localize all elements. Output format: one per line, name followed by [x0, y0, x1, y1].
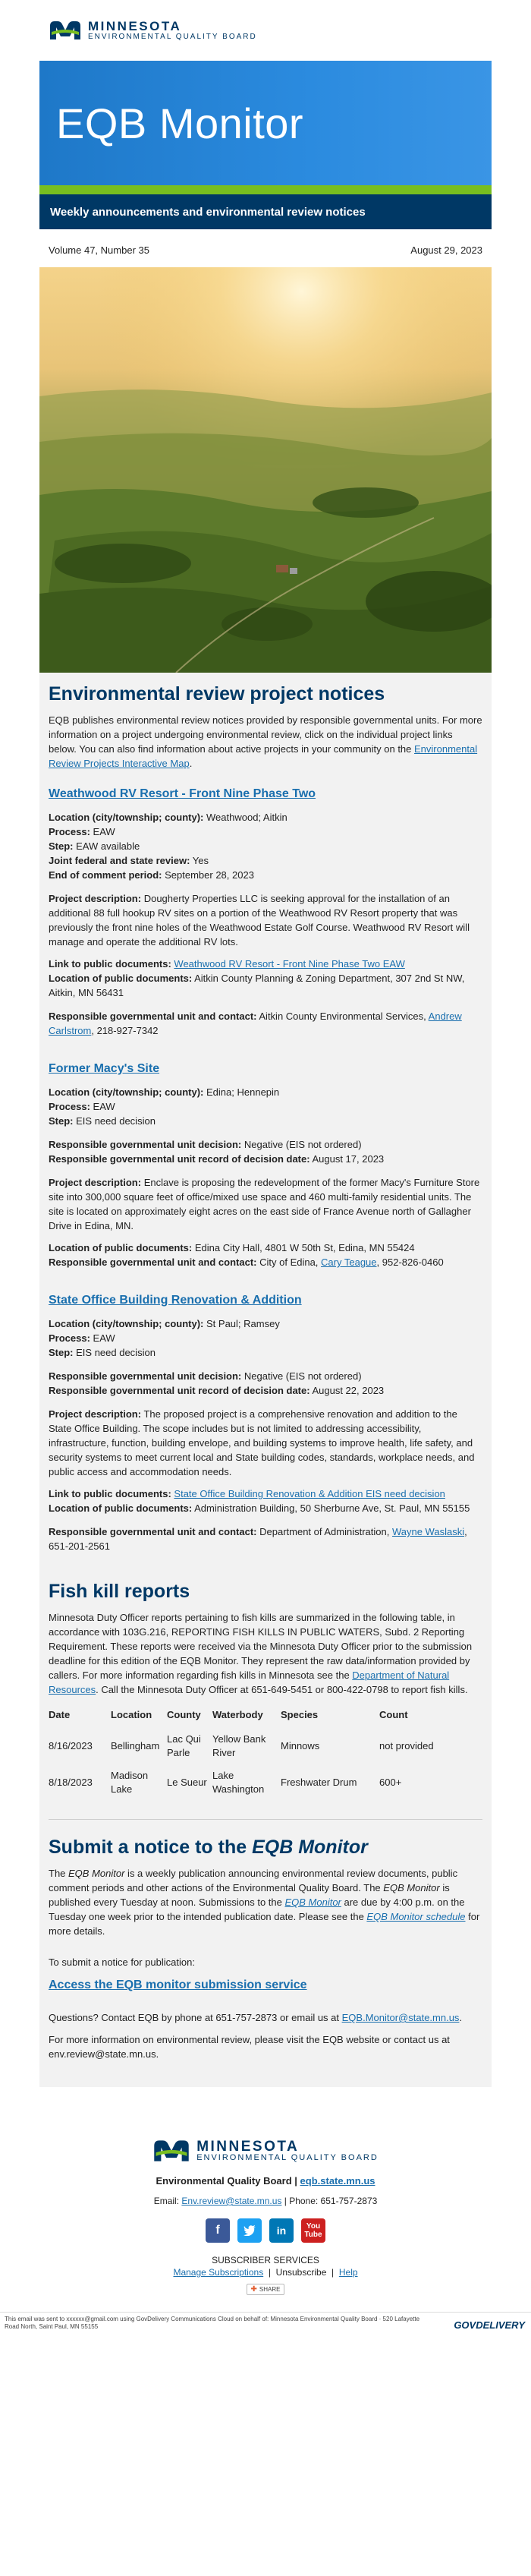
fish-kill-table	[49, 1704, 482, 1801]
fish-kill-heading: Fish kill reports	[49, 1581, 190, 1602]
footer-site-link[interactable]: eqb.state.mn.us	[300, 2175, 375, 2187]
t: is published every Tuesday at noon. Submissions to the	[49, 1882, 450, 1908]
loc-docs-label: Location of public documents:	[49, 973, 193, 984]
col-waterbody: Waterbody	[212, 1709, 263, 1720]
rgu-phone: , 952-826-0460	[376, 1256, 444, 1268]
process-value: EAW	[93, 826, 115, 837]
rgu-value: Department of Administration,	[259, 1526, 392, 1537]
main-content	[39, 673, 492, 2087]
footer-phone: | Phone: 651-757-2873	[281, 2196, 378, 2206]
rgu-contact-link[interactable]: Wayne Waslaski	[391, 1526, 465, 1537]
rgu-label: Responsible governmental unit and contact:	[49, 1011, 257, 1022]
t: are due by 4:00 p.m. on the Tuesday one week prior to the intended publication date. Please see the	[49, 1897, 465, 1922]
project-description	[49, 1175, 482, 1233]
footer-email-link[interactable]: Env.review@state.mn.us	[181, 2196, 282, 2206]
project-title-macys[interactable]: Former Macy's Site	[49, 1062, 160, 1075]
desc-label: Project description:	[49, 1177, 142, 1188]
submit-questions	[49, 2010, 482, 2025]
project-step	[49, 1114, 482, 1128]
record-label: Responsible governmental unit record of decision date:	[49, 1153, 310, 1165]
table-row	[49, 1764, 482, 1801]
share-plus-icon: ✚	[250, 2285, 257, 2294]
location-label: Location (city/township; county):	[49, 1318, 204, 1329]
project-link-docs	[49, 1487, 482, 1501]
project-location-docs	[49, 1501, 482, 1515]
brand-name: MINNESOTA	[88, 18, 182, 33]
project-record-date	[49, 1152, 482, 1166]
footer-org: Environmental Quality Board	[156, 2175, 292, 2187]
rgu-label: Responsible governmental unit and contact:	[49, 1526, 257, 1537]
share-label: SHARE	[259, 2286, 281, 2293]
loc-docs-value: Aitkin County Planning & Zoning Department, 307 2nd St NW, Aitkin, MN 56431	[49, 973, 465, 998]
issue-date: August 29, 2023	[410, 244, 482, 256]
col-species: Species	[281, 1709, 319, 1720]
project-decision	[49, 1369, 482, 1383]
desc-value: Enclave is proposing the redevelopment of the former Macy's Furniture Store site into 300,000 square feet of office/mixed use space and 460 multi-family residential units. The site is located on approximately eight acres on the east side of France Avenue north of Gallagher Drive in Edina, MN.	[49, 1177, 480, 1231]
fish-kill-intro	[49, 1610, 482, 1697]
submit-intro	[49, 1866, 482, 1938]
submit-more-info: For more information on environmental review, please visit the EQB website or contact us at env.review@state.mn.us.	[49, 2034, 450, 2060]
decision-label: Responsible governmental unit decision:	[49, 1139, 242, 1150]
project-rgu	[49, 1009, 482, 1038]
sep: |	[291, 2175, 300, 2187]
process-value: EAW	[93, 1101, 115, 1112]
col-county: County	[167, 1709, 201, 1720]
cell: Minnows	[281, 1740, 320, 1751]
submit-instruction: To submit a notice for publication:	[49, 1956, 195, 1968]
project-step	[49, 1345, 482, 1360]
green-stripe	[39, 185, 492, 194]
landscape-photo	[39, 267, 492, 673]
fish-kill-text-end: . Call the Minnesota Duty Officer at 651-649-5451 or 800-422-0798 to report fish kills.	[96, 1684, 468, 1695]
project-end-comment	[49, 868, 482, 882]
joint-label: Joint federal and state review:	[49, 855, 190, 866]
location-value: Edina; Hennepin	[206, 1086, 280, 1098]
step-value: EIS need decision	[76, 1115, 156, 1127]
project-joint-review	[49, 853, 482, 868]
header-brand	[39, 0, 492, 61]
twitter-bird-icon	[244, 2225, 256, 2236]
process-label: Process:	[49, 826, 90, 837]
submit-heading-pub: EQB Monitor	[252, 1837, 368, 1858]
cell: not provided	[379, 1740, 434, 1751]
project-process	[49, 1099, 482, 1114]
decision-label: Responsible governmental unit decision:	[49, 1370, 242, 1382]
cell: Le Sueur	[167, 1777, 207, 1788]
location-label: Location (city/township; county):	[49, 1086, 204, 1098]
project-location-docs	[49, 1241, 482, 1255]
location-value: Weathwood; Aitkin	[206, 812, 287, 823]
process-value: EAW	[93, 1332, 115, 1344]
rgu-contact-link[interactable]: Andrew Carlstrom	[49, 1011, 462, 1036]
cell: Madison Lake	[111, 1770, 149, 1795]
cell: 8/16/2023	[49, 1740, 93, 1751]
end-value: September 28, 2023	[165, 869, 254, 881]
mn-logo-icon	[152, 2139, 190, 2163]
rgu-phone: , 218-927-7342	[91, 1025, 159, 1036]
manage-subscriptions-link[interactable]: Manage Subscriptions	[173, 2267, 264, 2278]
link-label: Link to public documents:	[49, 958, 171, 970]
schedule-link[interactable]: EQB Monitor schedule	[366, 1911, 466, 1922]
env-review-heading: Environmental review project notices	[49, 683, 385, 705]
step-value: EIS need decision	[76, 1347, 156, 1358]
interactive-map-link[interactable]: Environmental Review Projects Interactive Map	[49, 743, 478, 769]
subscriber-services-title: SUBSCRIBER SERVICES	[212, 2255, 319, 2265]
submission-service-link[interactable]: Access the EQB monitor submission service	[49, 1979, 307, 1991]
project-location-docs	[49, 971, 482, 1000]
monitor-email-link[interactable]: EQB.Monitor@state.mn.us	[341, 2012, 460, 2023]
legal-text: This email was sent to xxxxxx@gmail.com using GovDelivery Communications Cloud on behalf of: Minnesota Environmental Quality Board · 520 Lafayette Road North, Saint Paul, MN 55155	[5, 2316, 420, 2330]
col-location: Location	[111, 1709, 152, 1720]
location-label: Location (city/township; county):	[49, 812, 204, 823]
record-value: August 17, 2023	[312, 1153, 385, 1165]
tagline: Weekly announcements and environmental review notices	[50, 205, 366, 219]
pub-name: EQB Monitor	[383, 1882, 440, 1893]
sep: |	[328, 2267, 337, 2278]
project-link-docs	[49, 957, 482, 971]
desc-value: The proposed project is a comprehensive renovation and addition to the State Office Building. The scope includes but is not limited to addressing accessibility, infrastructure, function, building envelope, and building systems to improve health, life safety, and security systems to meet current local and State building codes, standards, workplace needs, and public access and accommodation needs.	[49, 1408, 475, 1477]
mn-logo-icon	[49, 20, 82, 41]
project-location	[49, 810, 482, 825]
banner-title: EQB Monitor	[56, 99, 304, 147]
t: The	[49, 1868, 69, 1879]
issue-meta	[39, 229, 492, 267]
cell: 600+	[379, 1777, 402, 1788]
email-label: Email:	[153, 2196, 182, 2206]
col-count: Count	[379, 1709, 408, 1720]
project-location	[49, 1316, 482, 1331]
intro-text: EQB publishes environmental review notices provided by responsible governmental units. For more information on a project undergoing environmental review, click on the individual project links below. You can also find information about active projects in your community on the	[49, 714, 482, 755]
rgu-phone: , 651-201-2561	[49, 1526, 467, 1552]
loc-docs-label: Location of public documents:	[49, 1242, 193, 1253]
project-title-weathwood[interactable]: Weathwood RV Resort - Front Nine Phase Two	[49, 787, 316, 800]
cell: Bellingham	[111, 1740, 160, 1751]
t: for more details.	[49, 1911, 480, 1937]
public-docs-link[interactable]: State Office Building Renovation & Addition EIS need decision	[174, 1488, 445, 1499]
share-button[interactable]	[247, 2284, 285, 2295]
submit-heading	[49, 1837, 482, 1859]
location-value: St Paul; Ramsey	[206, 1318, 280, 1329]
desc-label: Project description:	[49, 893, 142, 904]
table-header-row	[49, 1704, 482, 1728]
tagline-bar	[39, 194, 492, 229]
unsubscribe-link[interactable]: Unsubscribe	[275, 2267, 327, 2278]
social-links	[0, 2218, 531, 2243]
step-label: Step:	[49, 840, 74, 852]
help-link[interactable]: Help	[338, 2267, 358, 2278]
subscriber-links	[0, 2267, 531, 2278]
joint-value: Yes	[192, 855, 209, 866]
table-row	[49, 1728, 482, 1764]
rgu-contact-link[interactable]: Cary Teague	[321, 1256, 377, 1268]
step-label: Step:	[49, 1347, 74, 1358]
project-rgu	[49, 1524, 482, 1553]
questions-end: .	[459, 2012, 463, 2023]
banner	[39, 61, 492, 185]
footer-org-line	[0, 2175, 531, 2187]
end-label: End of comment period:	[49, 869, 162, 881]
loc-docs-value: Administration Building, 50 Sherburne Ave, St. Paul, MN 55155	[194, 1502, 470, 1514]
footer-brand-name: MINNESOTA	[196, 2138, 300, 2155]
cell: Lac Qui Parle	[167, 1733, 201, 1758]
project-description	[49, 1407, 482, 1479]
cell: 8/18/2023	[49, 1777, 93, 1788]
record-label: Responsible governmental unit record of decision date:	[49, 1385, 310, 1396]
divider	[49, 1819, 482, 1820]
sep: |	[266, 2267, 274, 2278]
env-review-intro	[49, 713, 482, 771]
desc-value: Dougherty Properties LLC is seeking approval for the installation of an additional 88 full hookup RV sites on a portion of the Weathwood RV Resort property that was previously the front nine holes of the Weathwood Estate Golf Course. Weathwood RV Resort will manage and operate the additional RV lots.	[49, 893, 470, 947]
minnesota-logo[interactable]	[49, 20, 257, 42]
facebook-icon[interactable]: f	[206, 2218, 230, 2243]
project-step	[49, 839, 482, 853]
rgu-label: Responsible governmental unit and contact:	[49, 1256, 257, 1268]
record-value: August 22, 2023	[312, 1385, 385, 1396]
desc-label: Project description:	[49, 1408, 142, 1420]
questions-text: Questions? Contact EQB by phone at 651-757-2873 or email us at	[49, 2012, 342, 2023]
rgu-value: City of Edina,	[259, 1256, 322, 1268]
pub-name: EQB Monitor	[68, 1868, 125, 1879]
submit-heading-text: Submit a notice to the	[49, 1837, 253, 1858]
step-label: Step:	[49, 1115, 74, 1127]
legal-bar	[0, 2312, 531, 2331]
project-process	[49, 825, 482, 839]
project-decision	[49, 1137, 482, 1152]
intro-end: .	[189, 758, 193, 769]
project-record-date	[49, 1383, 482, 1398]
linkedin-icon[interactable]: in	[269, 2218, 294, 2243]
issue-volume: Volume 47, Number 35	[49, 244, 149, 256]
twitter-icon[interactable]	[237, 2218, 262, 2243]
hero-image	[39, 267, 492, 673]
public-docs-link[interactable]: Weathwood RV Resort - Front Nine Phase Two EAW	[174, 958, 405, 970]
footer	[0, 2087, 531, 2331]
loc-docs-label: Location of public documents:	[49, 1502, 193, 1514]
fish-kill-text: Minnesota Duty Officer reports pertaining to fish kills are summarized in the following table, in accordance with 103G.216, REPORTING FISH KILLS IN PUBLIC WATERS, Subd. 2 Reporting Requirement. These reports were received via the Minnesota Duty Officer prior to the submission deadline for this edition of the EQB Monitor. They represent the raw data/information provided by callers. For more information regarding fish kills in Minnesota see the	[49, 1612, 473, 1681]
process-label: Process:	[49, 1101, 90, 1112]
project-title-state-office[interactable]: State Office Building Renovation & Addition	[49, 1294, 302, 1307]
t: is a weekly publication announcing environmental review documents, public comment periods and other actions of the Environmental Quality Board. The	[49, 1868, 458, 1893]
youtube-icon[interactable]: You Tube	[301, 2218, 325, 2243]
govdelivery-logo: GOVDELIVERY	[454, 2319, 525, 2331]
footer-brand-unit: ENVIRONMENTAL QUALITY BOARD	[196, 2152, 379, 2162]
project-process	[49, 1331, 482, 1345]
link-label: Link to public documents:	[49, 1488, 171, 1499]
project-description	[49, 891, 482, 949]
cell: Yellow Bank River	[212, 1733, 266, 1758]
footer-logo[interactable]	[152, 2139, 379, 2163]
loc-docs-value: Edina City Hall, 4801 W 50th St, Edina, MN 55424	[194, 1242, 415, 1253]
cell: Freshwater Drum	[281, 1777, 357, 1788]
step-value: EAW available	[76, 840, 140, 852]
footer-contact-line	[0, 2196, 531, 2206]
rgu-value: Aitkin County Environmental Services,	[259, 1011, 429, 1022]
cell: Lake Washington	[212, 1770, 265, 1795]
decision-value: Negative (EIS not ordered)	[244, 1370, 362, 1382]
brand-unit: ENVIRONMENTAL QUALITY BOARD	[88, 32, 257, 41]
dnr-link[interactable]: Department of Natural Resources	[49, 1670, 450, 1695]
project-rgu	[49, 1255, 482, 1269]
col-date: Date	[49, 1709, 71, 1720]
decision-value: Negative (EIS not ordered)	[244, 1139, 362, 1150]
project-location	[49, 1085, 482, 1099]
eqb-monitor-link[interactable]: EQB Monitor	[284, 1897, 341, 1908]
process-label: Process:	[49, 1332, 90, 1344]
